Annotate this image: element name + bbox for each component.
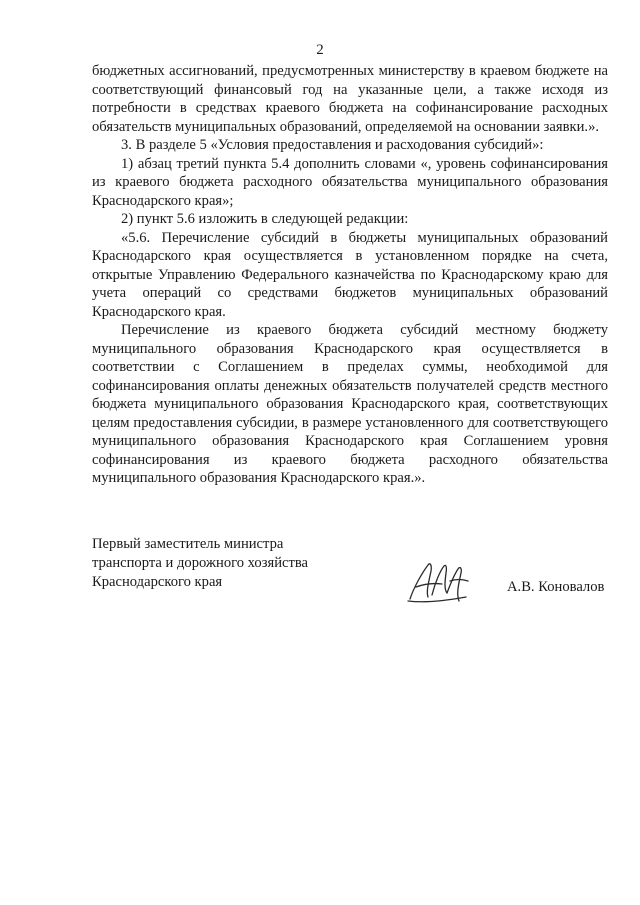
signature-block — [92, 535, 608, 595]
signer-position-line: транспорта и дорожного хозяйства — [92, 555, 309, 571]
paragraph-item-1: 1) абзац третий пункта 5.4 дополнить словами «, уровень софинансирования из краевого бюджета расходного обязательства муниципального образования Краснодарского края»; — [92, 155, 608, 209]
signer-position-line: Краснодарского края — [92, 574, 223, 590]
paragraph-section-5-heading: 3. В разделе 5 «Условия предоставления и расходования субсидий»: — [121, 137, 544, 153]
page-number: 2 — [316, 42, 324, 58]
handwritten-signature-icon — [404, 557, 484, 607]
paragraph-continuation: бюджетных ассигнований, предусмотренных министерству в краевом бюджете на соответствующий финансовый год на указанные цели, а также исходя из потребности в средствах краевого бюджета на софинансирование расходных обязательств муниципальных образований, определяемой на основании заявки.». — [92, 63, 608, 135]
document-body — [92, 62, 608, 488]
paragraph-transfer-terms: Перечисление из краевого бюджета субсидий местному бюджету муниципального образования Краснодарского края осуществляется в соответствии с Соглашением в пределах суммы, необходимой для софинансирования оплаты денежных обязательств получателей средств местного бюджета муниципального образования Краснодарского края, соответствующих целям предоставления субсидии, в размере установленного для соответствующего муниципального образования Краснодарского края Соглашением уровня софинансирования из краевого бюджета расходного обязательства муниципального образования Краснодарского края.». — [92, 322, 608, 486]
signer-name: А.В. Коновалов — [507, 579, 605, 595]
paragraph-clause-5-6: «5.6. Перечисление субсидий в бюджеты муниципальных образований Краснодарского края осуществляется в установленном порядке на счета, открытые Управлению Федерального казначейства по Краснодарскому краю для учета операций со средствами бюджетов муниципальных образований Краснодарского края. — [92, 229, 608, 320]
signer-position-line: Первый заместитель министра — [92, 536, 284, 552]
paragraph-item-2: 2) пункт 5.6 изложить в следующей редакции: — [121, 211, 409, 227]
